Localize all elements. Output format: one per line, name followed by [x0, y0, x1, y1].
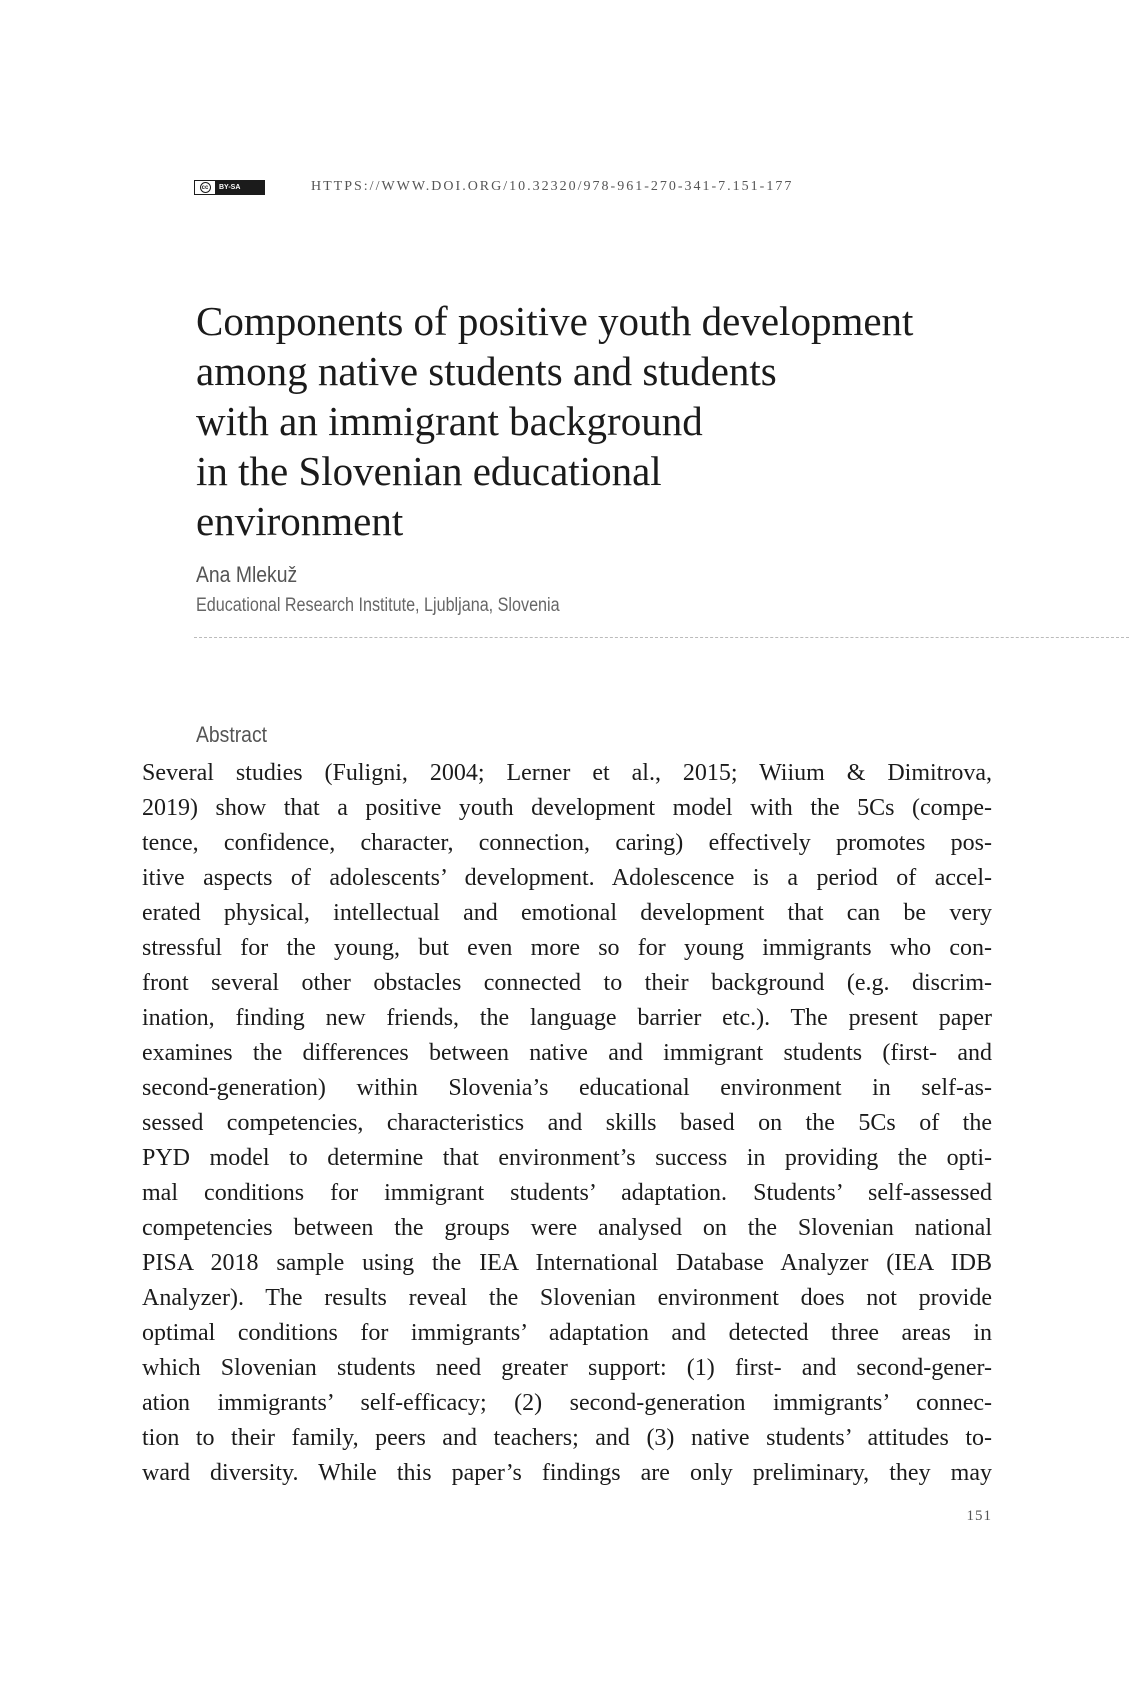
- abstract-line: sessed competencies, characteristics and skills based on the 5Cs of the: [142, 1110, 992, 1136]
- abstract-line: optimal conditions for immigrants’ adaptation and detected three areas in: [142, 1320, 992, 1346]
- abstract-line: 2019) show that a positive youth development model with the 5Cs (compe-: [142, 795, 992, 821]
- abstract-line: mal conditions for immigrant students’ adaptation. Students’ self-assessed: [142, 1180, 992, 1206]
- cc-by-sa-badge[interactable]: [194, 180, 265, 195]
- abstract-line: second-generation) within Slovenia’s educational environment in self-as-: [142, 1075, 992, 1101]
- title-line: in the Slovenian educational: [196, 448, 662, 494]
- abstract-body: [142, 756, 992, 1491]
- abstract-line: which Slovenian students need greater support: (1) first- and second-gener-: [142, 1355, 992, 1381]
- abstract-line: tence, confidence, character, connection, caring) effectively promotes pos-: [142, 830, 992, 856]
- title-line: environment: [196, 498, 404, 544]
- abstract-line: Several studies (Fuligni, 2004; Lerner et al., 2015; Wiium & Dimitrova,: [142, 760, 992, 786]
- title-line: among native students and students: [196, 348, 777, 394]
- abstract-line: stressful for the young, but even more so for young immigrants who con-: [142, 935, 992, 961]
- title-line: Components of positive youth development: [196, 298, 914, 344]
- abstract-heading: Abstract: [196, 722, 268, 747]
- doi-link[interactable]: HTTPS://WWW.DOI.ORG/10.32320/978-961-270-341-7.151-177: [311, 179, 794, 194]
- abstract-line: PYD model to determine that environment’s success in providing the opti-: [142, 1145, 992, 1171]
- page-number: 151: [966, 1508, 992, 1524]
- abstract-line: erated physical, intellectual and emotional development that can be very: [142, 900, 992, 926]
- abstract-line: ward diversity. While this paper’s findings are only preliminary, they may: [142, 1460, 992, 1486]
- paper-title: [196, 296, 996, 546]
- title-line: with an immigrant background: [196, 398, 703, 444]
- abstract-line: examines the differences between native and immigrant students (first- and: [142, 1040, 992, 1066]
- author-name: Ana Mlekuž: [196, 562, 298, 587]
- license-label: BY-SA: [219, 183, 241, 191]
- abstract-line: ination, finding new friends, the language barrier etc.). The present paper: [142, 1005, 992, 1031]
- abstract-line: competencies between the groups were analysed on the Slovenian national: [142, 1215, 992, 1241]
- abstract-line: Analyzer). The results reveal the Slovenian environment does not provide: [142, 1285, 992, 1311]
- abstract-line: itive aspects of adolescents’ development. Adolescence is a period of accel-: [142, 865, 992, 891]
- abstract-line: front several other obstacles connected to their background (e.g. discrim-: [142, 970, 992, 996]
- title-divider: [194, 637, 1129, 638]
- author-affiliation: Educational Research Institute, Ljubljana, Slovenia: [196, 595, 560, 616]
- abstract-line: PISA 2018 sample using the IEA International Database Analyzer (IEA IDB: [142, 1250, 992, 1276]
- abstract-line: tion to their family, peers and teachers; and (3) native students’ attitudes to-: [142, 1425, 992, 1451]
- abstract-line: ation immigrants’ self-efficacy; (2) second-generation immigrants’ connec-: [142, 1390, 992, 1416]
- creative-commons-icon: cc: [200, 182, 211, 193]
- page-header: [194, 178, 914, 196]
